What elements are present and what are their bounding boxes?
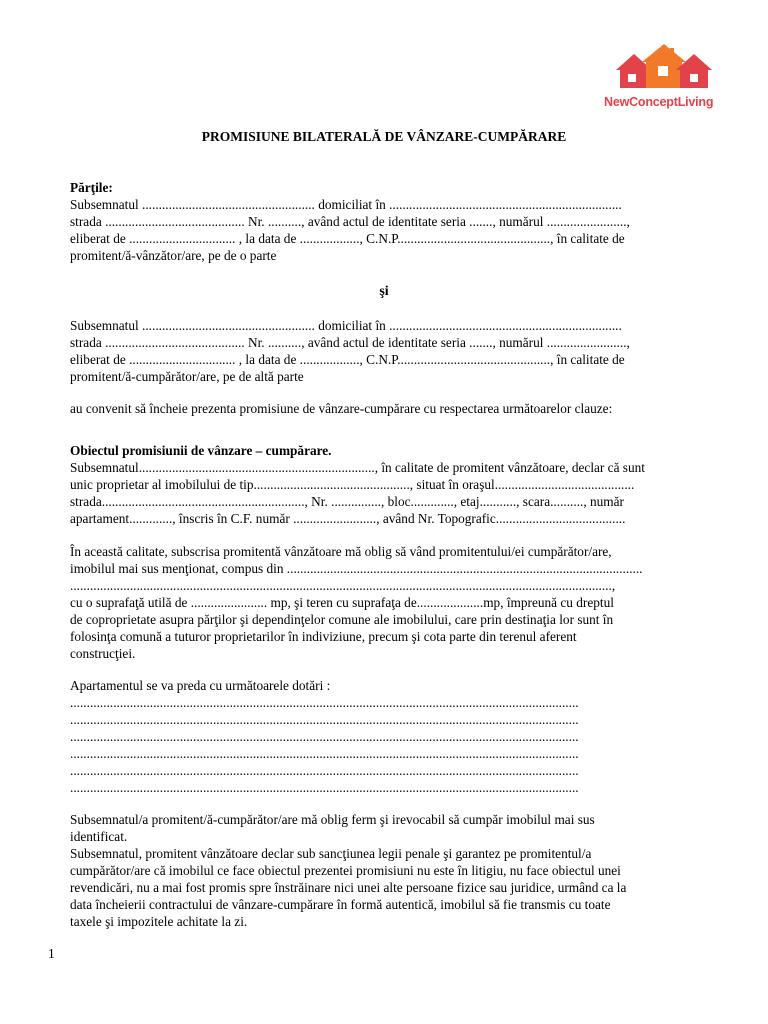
- paragraph-line: cu o suprafaţă utilă de ....................... mp, şi teren cu suprafaţa de....................mp, împreună cu dreptul: [70, 595, 614, 610]
- paragraph-line: taxele şi impozitele achitate la zi.: [70, 914, 248, 929]
- party-1-line: strada .......................................... Nr. .........., având actul de identitate seria ......., numărul ........................,: [70, 214, 630, 229]
- object-line: Subsemnatul......................................................................., în calitate de promitent vânzătoare, declar că sunt: [70, 460, 645, 475]
- object-line: strada............................................................., Nr. ..............., bloc............., etaj..........., scara.........., număr: [70, 494, 624, 509]
- object-heading: Obiectul promisiunii de vânzare – cumpărare.: [70, 443, 332, 458]
- brand-name: NewConceptLiving: [604, 95, 714, 109]
- paragraph-line: data încheierii contractului de vânzare-cumpărare în formă autentică, imobilul să fie transmis cu toate: [70, 897, 611, 912]
- party-2-line: strada .......................................... Nr. .........., având actul de identitate seria ......., numărul ........................,: [70, 335, 630, 350]
- paragraph-line: identificat.: [70, 829, 128, 844]
- paragraph-line: Subsemnatul/a promitent/ă-cumpărător/are mă oblig ferm şi irevocabil să cumpăr imobilul mai sus: [70, 812, 595, 827]
- brand-logo: [600, 44, 724, 114]
- equipment-heading: Apartamentul se va preda cu următoarele dotări :: [70, 678, 331, 693]
- paragraph-line: revendicări, nu a mai fost promis spre înstrăinare nici unei alte persoane fizice sau juridice, urmând ca la: [70, 880, 627, 895]
- party-2-line: eliberat de ................................ , la data de .................., C.N.P.............................................., în calitate de: [70, 352, 625, 367]
- party-1-line: eliberat de ................................ , la data de .................., C.N.P.............................................., în calitate de: [70, 231, 625, 246]
- object-line: unic proprietar al imobilului de tip..............................................., situat în oraşul..........................................: [70, 477, 635, 492]
- party-1-line: promitent/ă-vânzător/are, pe de o parte: [70, 248, 277, 263]
- equipment-blank-line: .........................................................................................................................................................: [70, 712, 579, 727]
- page-number: 1: [48, 946, 55, 961]
- document-title: PROMISIUNE BILATERALĂ DE VÂNZARE-CUMPĂRARE: [201, 129, 567, 144]
- conjunction-si: şi: [379, 284, 389, 299]
- party-1-line: Subsemnatul .................................................... domiciliat în ......................................................................: [70, 197, 622, 212]
- equipment-blank-line: .........................................................................................................................................................: [70, 746, 579, 761]
- paragraph-line: Subsemnatul, promitent vânzătoare declar sub sancţiunea legii penale şi garantez pe promitentul/a: [70, 846, 592, 861]
- equipment-blank-line: .........................................................................................................................................................: [70, 695, 579, 710]
- paragraph-line: În această calitate, subscrisa promitentă vânzătoare mă oblig să vând promitentului/ei cumpărător/are,: [70, 544, 612, 559]
- object-line: apartament............., înscris în C.F. număr ........................., având Nr. Topografic.......................................: [70, 511, 626, 526]
- party-2-line: Subsemnatul .................................................... domiciliat în ......................................................................: [70, 318, 622, 333]
- parties-heading: Părţile:: [70, 180, 113, 195]
- paragraph-line: ...................................................................................................................................................................,: [70, 578, 616, 593]
- paragraph-line: cumpărător/are că imobilul ce face obiectul prezentei promisiuni nu este în litigiu, nu face obiectul unei: [70, 863, 621, 878]
- paragraph-line: de coproprietate asupra părţilor şi dependinţelor comune ale imobilului, care prin destinaţia lor sunt în: [70, 612, 614, 627]
- equipment-blank-line: .........................................................................................................................................................: [70, 780, 579, 795]
- equipment-blank-line: .........................................................................................................................................................: [70, 729, 579, 744]
- party-2-line: promitent/ă-cumpărător/are, pe de altă parte: [70, 369, 304, 384]
- paragraph-line: construcţiei.: [70, 646, 136, 661]
- paragraph-line: imobilul mai sus menţionat, compus din ...........................................................................................................: [70, 561, 643, 576]
- equipment-blank-line: .........................................................................................................................................................: [70, 763, 579, 778]
- houses-logo-icon: [614, 44, 714, 94]
- agreement-statement: au convenit să încheie prezenta promisiune de vânzare-cumpărare cu respectarea următoarelor clauze:: [70, 401, 613, 416]
- paragraph-line: folosinţa comună a tuturor proprietarilor în indiviziune, precum şi cota parte din terenul aferent: [70, 629, 577, 644]
